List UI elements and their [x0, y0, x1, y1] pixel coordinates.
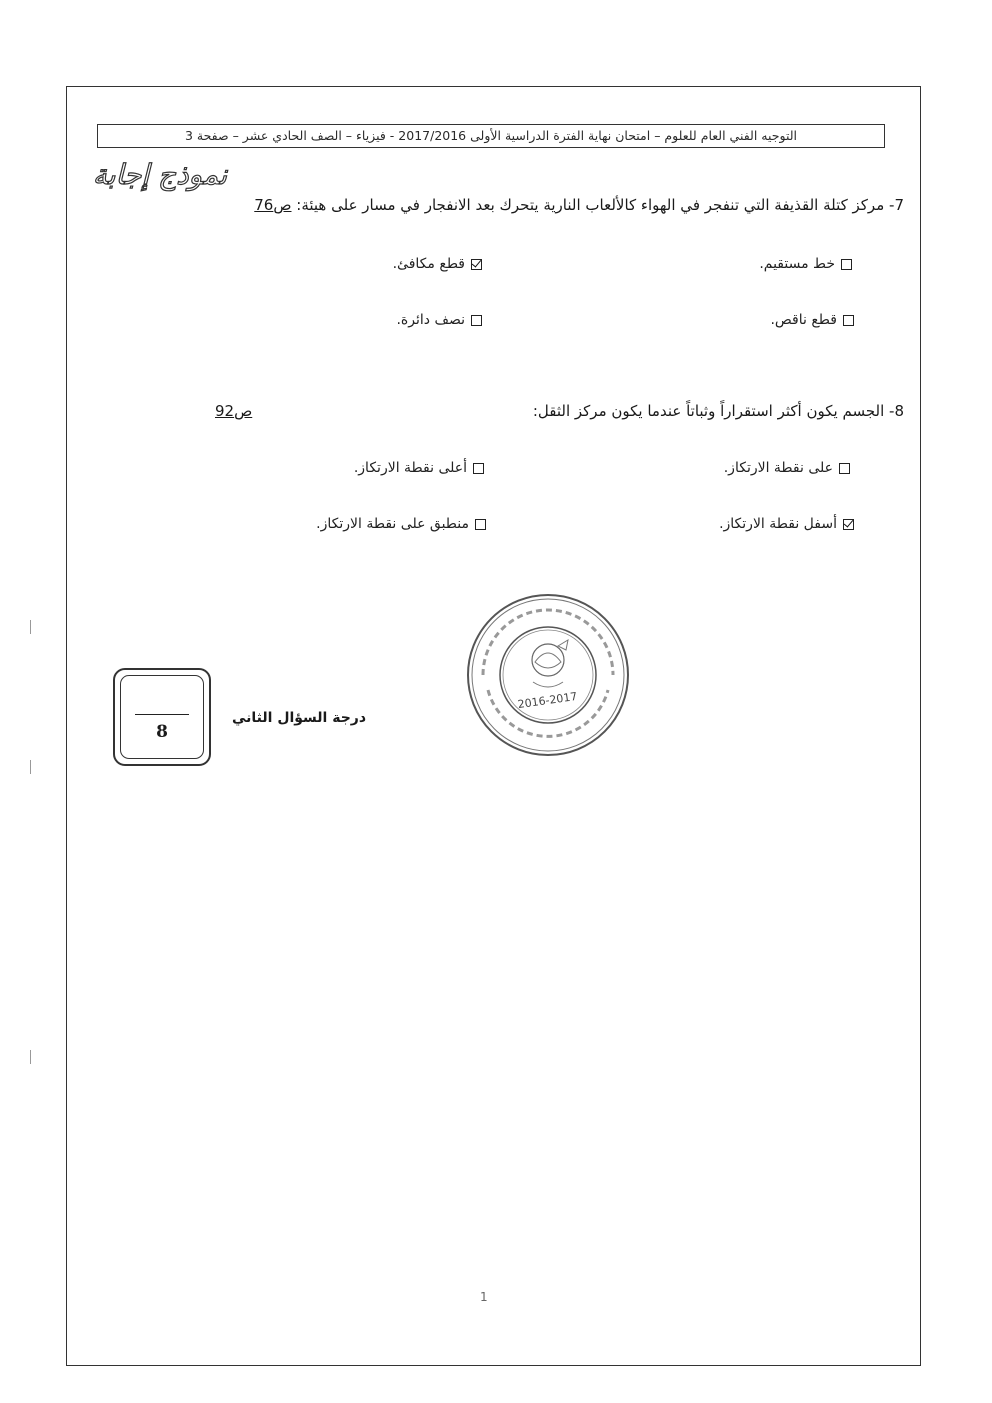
margin-tick [30, 1050, 31, 1064]
checkbox-icon[interactable] [475, 519, 486, 530]
checkbox-icon[interactable] [471, 315, 482, 326]
score-divider [135, 714, 189, 715]
score-label: درجة السؤال الثاني [232, 710, 367, 726]
option-q8-1[interactable] [724, 460, 850, 476]
option-q7-3[interactable] [770, 312, 854, 328]
option-label: قطع مكافئ. [392, 256, 465, 272]
seal-year: 2016-2017 [516, 689, 579, 712]
page-reference: ص76 [254, 196, 292, 214]
score-value: 8 [156, 722, 168, 742]
official-seal [463, 590, 633, 760]
page-number: 1 [480, 1290, 488, 1304]
checkbox-icon[interactable] [473, 463, 484, 474]
question-7 [254, 196, 904, 214]
margin-tick [30, 760, 31, 774]
checkbox-icon[interactable] [843, 315, 854, 326]
question-8 [533, 402, 904, 420]
option-label: أعلى نقطة الارتكاز. [353, 460, 467, 476]
option-label: نصف دائرة. [396, 312, 465, 328]
question-text: الجسم يكون أكثر استقراراً وثباتاً عندما يكون مركز الثقل: [532, 402, 885, 420]
option-q7-4[interactable] [396, 312, 482, 328]
option-q7-2[interactable] [393, 256, 482, 272]
question-number: 7- [889, 196, 904, 214]
answer-model-title: نموذج إجابة [92, 158, 227, 191]
question-number: 8- [889, 402, 904, 420]
option-label: خط مستقيم. [759, 256, 835, 272]
option-label: قطع ناقص. [770, 312, 837, 328]
checkbox-icon[interactable] [841, 259, 852, 270]
option-label: أسفل نقطة الارتكاز. [719, 516, 837, 532]
option-q7-1[interactable] [759, 256, 852, 272]
margin-tick [30, 620, 31, 634]
question-text: مركز كتلة القذيفة التي تنفجر في الهواء كالألعاب النارية يتحرك بعد الانفجار في مسار على هيئة: [296, 196, 885, 214]
score-box [113, 668, 211, 766]
checkbox-icon[interactable] [839, 463, 850, 474]
checked-checkbox-icon[interactable] [471, 259, 482, 270]
seal-emblem-icon [532, 640, 568, 687]
checked-checkbox-icon[interactable] [843, 519, 854, 530]
option-q8-4[interactable] [316, 516, 486, 532]
option-q8-3[interactable] [719, 516, 854, 532]
header-bar: التوجيه الفني العام للعلوم – امتحان نهاية الفترة الدراسية الأولى 2017/2016 - فيزياء – الصف الحادي عشر – صفحة 3 [97, 124, 885, 148]
score-box-inner [120, 675, 204, 759]
option-label: منطبق على نقطة الارتكاز. [316, 516, 469, 532]
page-reference: ص92 [215, 402, 253, 420]
option-label: على نقطة الارتكاز. [723, 460, 833, 476]
option-q8-2[interactable] [354, 460, 484, 476]
